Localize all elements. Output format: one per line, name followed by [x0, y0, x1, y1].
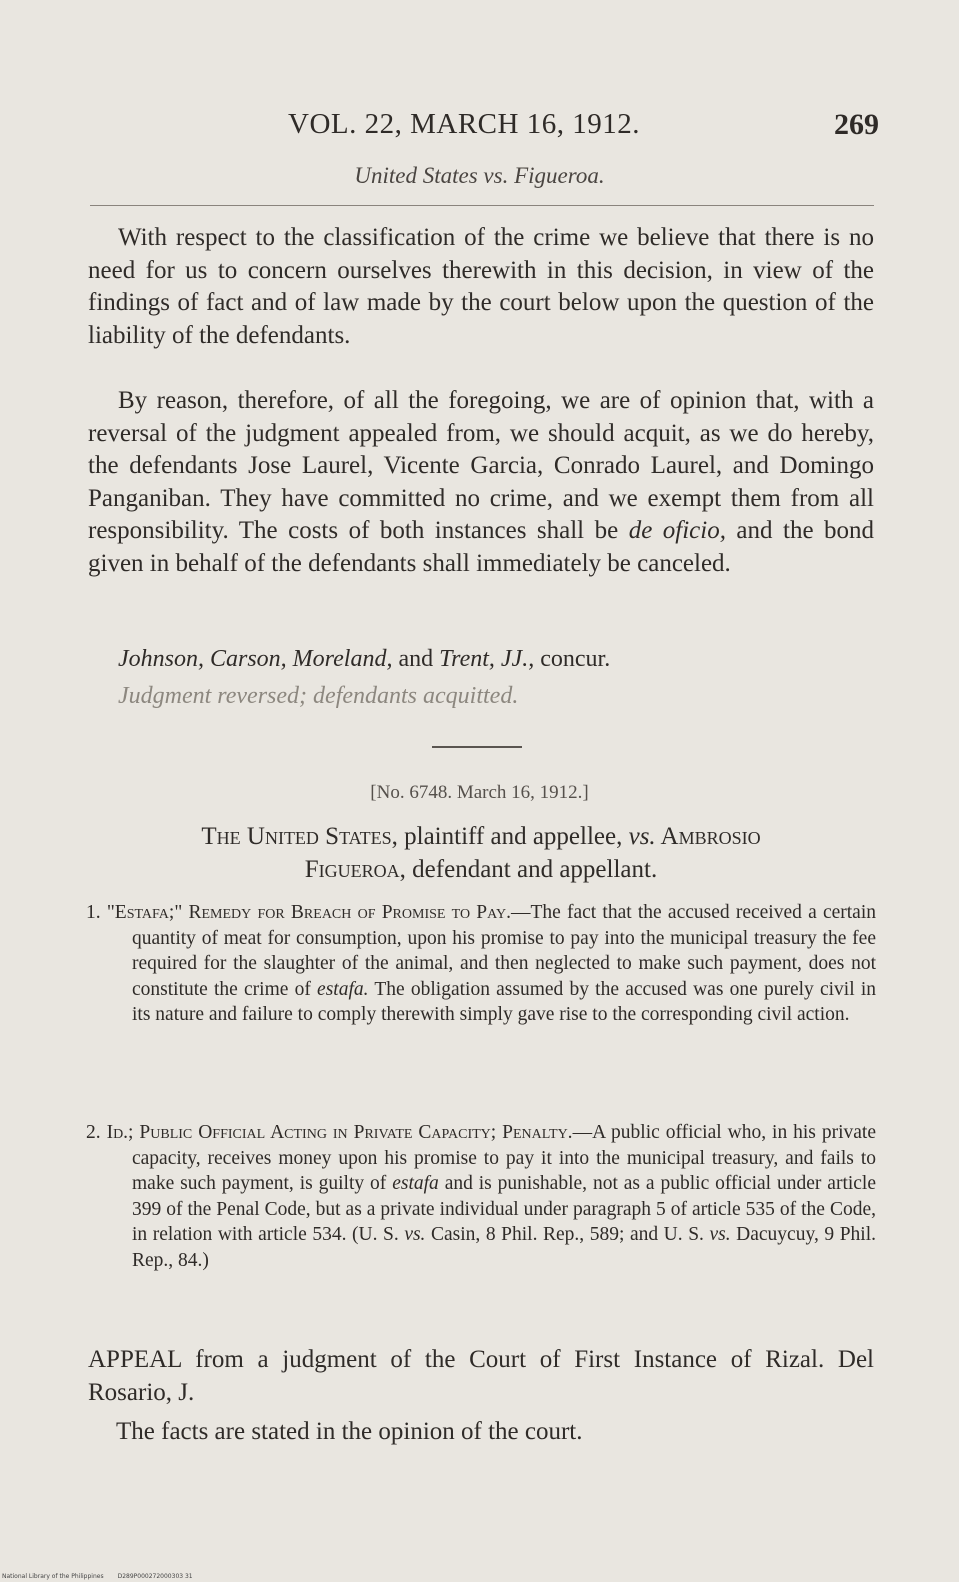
case-number: [No. 6748. March 16, 1912.]	[370, 782, 589, 803]
para2-text: By reason, therefore, of all the foregoing, we are of opinion that, with a reversal of the judgment appealed from, we should acquit, as we do hereby, the defendants Jose Laurel, Vicente Garcia, Conrado Laurel, and Domingo Panganiban. They have committed no crime, and we exempt them from all responsibility. The costs of both instances shall be	[88, 387, 874, 544]
concur-and: and	[392, 646, 440, 672]
syllabus-text: Casin, 8 Phil. Rep., 589; and U. S.	[425, 1224, 710, 1245]
syllabus-heading: 2. Id.; Public Official Acting in Private Capacity; Penalty.	[86, 1122, 573, 1143]
verdict: Judgment reversed; defendants acquitted.	[118, 683, 519, 709]
plaintiff: The United States,	[201, 823, 398, 850]
plaintiff-role: plaintiff and appellee,	[397, 823, 629, 850]
page-header	[88, 108, 879, 148]
concur-verb: concur.	[534, 646, 611, 672]
header-rule	[90, 205, 874, 206]
concurrence	[118, 646, 610, 673]
appeal-lead: APPEAL	[88, 1346, 182, 1373]
concur-names: Johnson, Carson, Moreland,	[118, 646, 393, 672]
syllabus-heading: 1. "Estafa;" Remedy for Breach of Promise to Pay.	[86, 902, 511, 923]
syllabus-italic: vs.	[709, 1224, 731, 1245]
case-parties	[88, 820, 874, 886]
para2-text-end: and the bond given in behalf of the defendants shall immediately be canceled.	[88, 517, 875, 577]
concur-trent: Trent, JJ.,	[439, 646, 535, 672]
facts-statement: The facts are stated in the opinion of the court.	[116, 1418, 583, 1445]
syllabus-item-2	[86, 1120, 876, 1273]
section-divider	[432, 746, 522, 748]
syllabus-text: The obligation assumed by the accused was one purely civil in its nature and failure to comply therewith simply gave rise to the corresponding civil action.	[132, 978, 876, 1025]
volume-date-title: VOL. 22, MARCH 16, 1912.	[288, 108, 640, 140]
syllabus-italic: estafa.	[317, 978, 369, 1000]
footer-library: National Library of the Philippines	[2, 1573, 104, 1580]
footer-code: D289P000272000303 31	[117, 1573, 193, 1580]
syllabus-text: and is punishable, not as a public official under article 399 of the Penal Code, but as a private individual under paragraph 5 of article 535 of the Code, in relation with article 534. (U. S.	[132, 1173, 877, 1245]
syllabus-text: Dacuycuy, 9 Phil. Rep., 84.)	[132, 1224, 876, 1271]
opinion-paragraph-2	[88, 385, 874, 580]
para2-italic: de oficio,	[628, 517, 726, 544]
page-number: 269	[834, 108, 879, 141]
running-title: United States vs. Figueroa.	[354, 163, 605, 188]
syllabus-text: —A public official who, in his private capacity, receives money upon his promise to pay it into the municipal treasury, and fails to make such payment, is guilty of	[132, 1122, 876, 1194]
syllabus-item-1	[86, 900, 876, 1028]
opinion-paragraph-1: With respect to the classification of the crime we believe that there is no need for us to concern ourselves therewith in this decision, in view of the findings of fact and of law made by the court below upon the question of the liability of the defendants.	[88, 224, 874, 349]
appeal-paragraph	[88, 1344, 874, 1409]
syllabus-italic: vs.	[404, 1224, 426, 1245]
defendant-first: Ambrosio	[655, 823, 761, 850]
syllabus-text: —The fact that the accused received a certain quantity of meat for consumption, upon his promise to pay into the municipal treasury the fee required for the slaughter of the animal, and then neglected to make such payment, does not constitute the crime of	[132, 902, 876, 1000]
syllabus-italic: estafa	[392, 1173, 439, 1194]
scan-footer	[2, 1573, 207, 1580]
appeal-text: from a judgment of the Court of First Instance of Rizal. Del Rosario, J.	[88, 1346, 874, 1406]
versus: vs.	[628, 823, 656, 850]
defendant-role: defendant and appellant.	[405, 856, 658, 883]
defendant-last: Figueroa,	[304, 856, 406, 883]
